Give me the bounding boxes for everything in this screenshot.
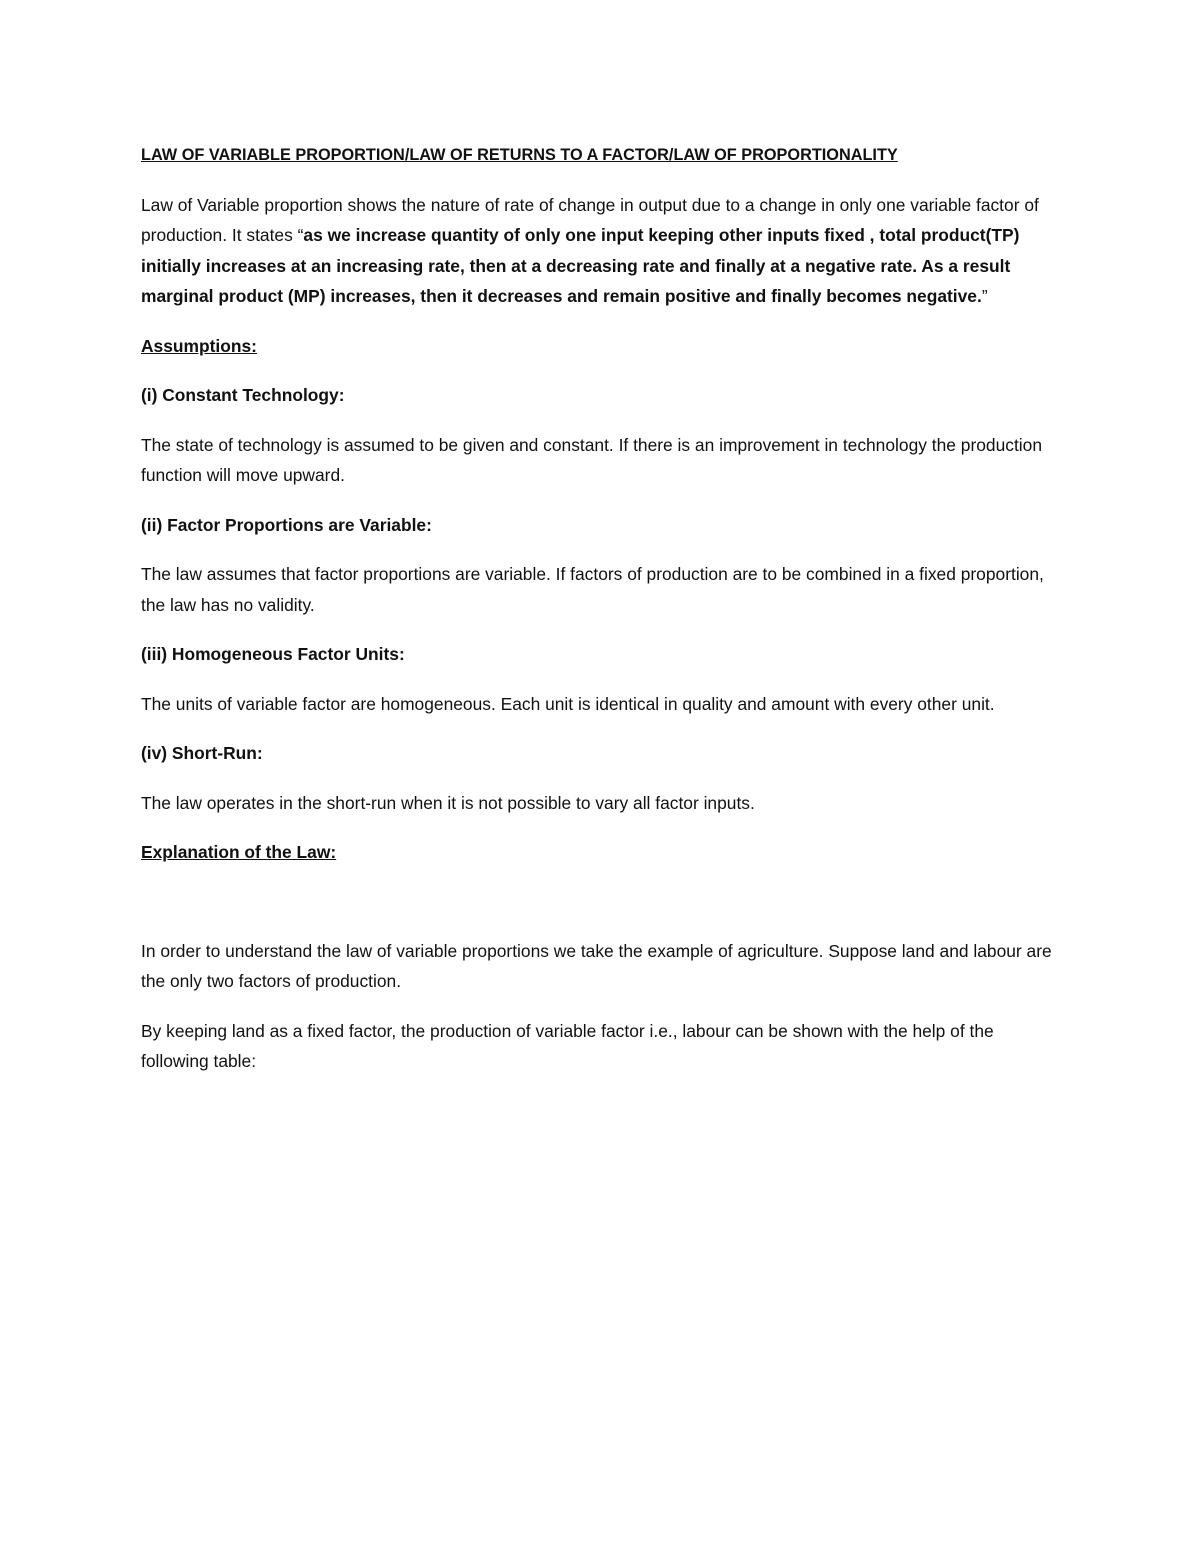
intro-plain-text: Law of Variable proportion shows the nature of rate of change in output due to a change in only one variable factor of production. It states “ [141,194,1039,245]
assumptions-heading: Assumptions: [141,335,257,356]
assumption-text-constant-technology: The state of technology is assumed to be given and constant. If there is an improvement in technology the production function will move upward. [141,434,1042,485]
explanation-paragraph-table-intro: By keeping land as a fixed factor, the production of variable factor i.e., labour can be shown with the help of the following table: [141,1020,994,1071]
document-body [141,140,1061,1096]
blank-line [141,887,1061,936]
assumption-heading-factor-proportions: (ii) Factor Proportions are Variable: [141,514,432,535]
explanation-heading: Explanation of the Law: [141,842,337,862]
intro-bold-statement: as we increase quantity of only one input keeping other inputs fixed , total product(TP) initially increases at an increasing rate, then at a decreasing rate and finally at a negative rate. As a result marginal product (MP) increases, then it decreases and remain positive and finally becomes negative. [141,225,1020,306]
document-title: LAW OF VARIABLE PROPORTION/LAW OF RETURNS TO A FACTOR/LAW OF PROPORTIONALITY [141,146,898,164]
assumption-text-factor-proportions: The law assumes that factor proportions are variable. If factors of production are to be combined in a fixed proportion, the law has no validity. [141,564,1044,615]
assumption-heading-homogeneous-units: (iii) Homogeneous Factor Units: [141,644,405,664]
assumption-heading-constant-technology: (i) Constant Technology: [141,385,345,405]
intro-paragraph [141,190,1061,312]
intro-closing-quote: ” [981,286,988,306]
assumption-text-short-run: The law operates in the short-run when it is not possible to vary all factor inputs. [141,792,755,813]
assumption-text-homogeneous-units: The units of variable factor are homogeneous. Each unit is identical in quality and amount with every other unit. [141,693,995,714]
explanation-paragraph-agriculture: In order to understand the law of variable proportions we take the example of agriculture. Suppose land and labour are the only two factors of production. [141,940,1052,991]
assumption-heading-short-run: (iv) Short-Run: [141,743,263,763]
